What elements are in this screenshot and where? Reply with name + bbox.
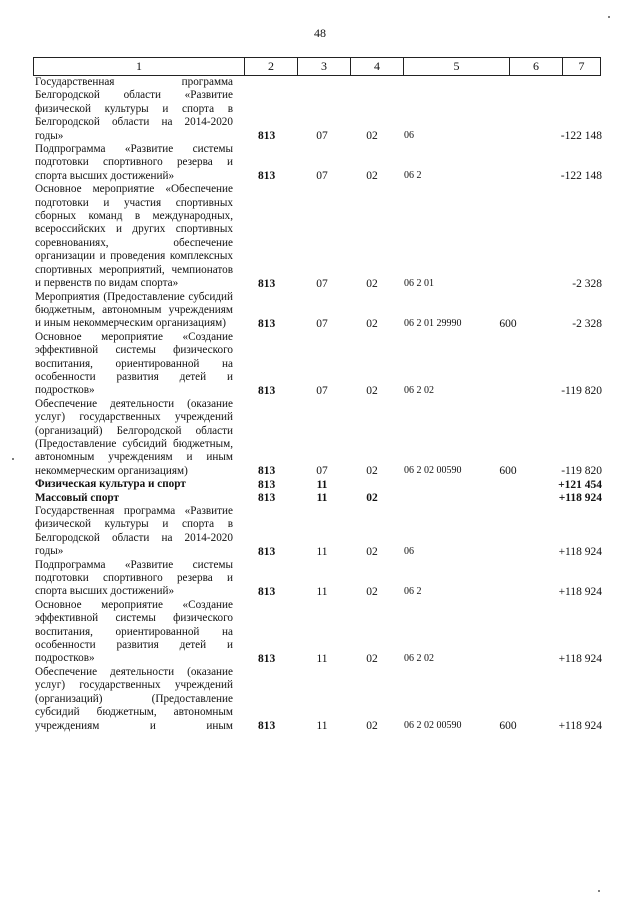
- cell-expense-type: 600: [499, 317, 517, 330]
- cell-section: 07: [316, 317, 328, 330]
- row-description: Мероприятия (Предоставление субсидий бюджетным, автономным учреждениям и иным некоммерческим организациям): [35, 290, 233, 330]
- cell-code: 813: [258, 317, 276, 330]
- table-row: [0, 478, 640, 491]
- cell-subsection: 02: [366, 130, 378, 143]
- cell-code: 813: [258, 277, 276, 290]
- cell-code: 813: [258, 652, 276, 665]
- page-number: 48: [314, 26, 326, 40]
- cell-code: 813: [258, 545, 276, 558]
- header-col-3: 3: [297, 58, 350, 75]
- cell-code: 813: [258, 585, 276, 598]
- cell-code: 813: [258, 384, 276, 397]
- row-description: Государственная программа Белгородской области «Развитие физической культуры и спорта в Белгородской области на 2014-2020 годы»: [35, 76, 233, 142]
- cell-amount: +118 924: [558, 492, 602, 504]
- cell-code: 813: [258, 465, 276, 478]
- cell-expense-type: 600: [499, 719, 517, 732]
- cell-target: 06: [404, 130, 414, 142]
- header-col-5: 5: [403, 58, 509, 75]
- cell-amount: +121 454: [558, 478, 602, 491]
- cell-target: 06: [404, 545, 414, 557]
- table-row: [0, 143, 640, 183]
- cell-subsection: 02: [366, 492, 378, 504]
- cell-subsection: 02: [366, 317, 378, 330]
- cell-target: 06 2: [404, 585, 422, 597]
- cell-code: 813: [258, 170, 276, 183]
- table-row: [0, 505, 640, 559]
- table-body: [0, 76, 640, 733]
- row-description: Государственная программа «Развитие физической культуры и спорта в Белгородской области на 2014-2020 годы»: [35, 505, 233, 558]
- header-col-1: 1: [136, 59, 142, 73]
- cell-section: 07: [316, 384, 328, 397]
- row-description: Основное мероприятие «Создание эффективной системы физического воспитания, ориентированной на особенности развития детей и подростков»: [35, 330, 233, 397]
- table-row: [0, 599, 640, 666]
- cell-subsection: 02: [366, 277, 378, 290]
- header-col-7: 7: [562, 58, 600, 75]
- row-description: Физическая культура и спорт: [35, 478, 186, 491]
- cell-section: 07: [316, 170, 328, 183]
- table-row: [0, 666, 640, 733]
- row-description: Обеспечение деятельности (оказание услуг) государственных учреждений (организаций) (Предоставление субсидий бюджетным, автономным учреждениям и иным: [35, 665, 233, 732]
- table-row: [0, 291, 640, 331]
- cell-subsection: 02: [366, 652, 378, 665]
- cell-section: 11: [316, 492, 328, 504]
- cell-section: 07: [316, 465, 328, 478]
- cell-amount: +118 924: [558, 652, 602, 665]
- cell-amount: -2 328: [572, 317, 602, 330]
- cell-section: 07: [316, 130, 328, 143]
- cell-amount: +118 924: [558, 585, 602, 598]
- table-row: [0, 183, 640, 290]
- table-header: [33, 57, 601, 76]
- cell-target: 06 2 02: [404, 384, 434, 396]
- cell-section: 07: [316, 277, 328, 290]
- cell-amount: -122 148: [560, 170, 602, 183]
- cell-target: 06 2 02 00590: [404, 465, 462, 477]
- cell-amount: +118 924: [558, 545, 602, 558]
- cell-section: 11: [316, 719, 328, 732]
- cell-code: 813: [258, 492, 276, 504]
- cell-section: 11: [316, 585, 328, 598]
- cell-target: 06 2 02: [404, 652, 434, 664]
- row-description: Подпрограмма «Развитие системы подготовки спортивного резерва и спорта высших достижений»: [35, 558, 233, 598]
- cell-subsection: 02: [366, 719, 378, 732]
- cell-target: 06 2 01: [404, 277, 434, 289]
- table-row: [0, 76, 640, 143]
- cell-subsection: 02: [366, 170, 378, 183]
- cell-section: 11: [316, 478, 328, 491]
- cell-section: 11: [316, 545, 328, 558]
- cell-subsection: 02: [366, 465, 378, 478]
- cell-code: 813: [258, 719, 276, 732]
- cell-subsection: 02: [366, 545, 378, 558]
- cell-target: 06 2 02 00590: [404, 719, 462, 731]
- scan-speck: [608, 16, 610, 18]
- scan-speck: [12, 458, 14, 460]
- cell-code: 813: [258, 478, 276, 491]
- table-row: [0, 398, 640, 478]
- cell-amount: -122 148: [560, 130, 602, 143]
- cell-amount: -2 328: [572, 277, 602, 290]
- table-row: [0, 492, 640, 505]
- cell-target: 06 2: [404, 170, 422, 182]
- cell-subsection: 02: [366, 384, 378, 397]
- table-row: [0, 559, 640, 599]
- row-description: Основное мероприятие «Обеспечение подготовки и участия спортивных сборных команд в международных, всероссийских и других спортивных соревнованиях, обеспечение организации и проведения комплексных спортивных мероприятий, чемпионатов и первенств по видам спорта»: [35, 183, 233, 290]
- header-col-4: 4: [350, 58, 403, 75]
- cell-amount: -119 820: [561, 465, 602, 478]
- row-description: Подпрограмма «Развитие системы подготовки спортивного резерва и спорта высших достижений»: [35, 143, 233, 182]
- scan-speck: [598, 890, 600, 892]
- row-description: Массовый спорт: [35, 491, 119, 504]
- cell-amount: -119 820: [561, 384, 602, 397]
- cell-section: 11: [316, 652, 328, 665]
- cell-subsection: 02: [366, 585, 378, 598]
- cell-expense-type: 600: [499, 465, 517, 478]
- cell-amount: +118 924: [558, 719, 602, 732]
- cell-code: 813: [258, 130, 276, 143]
- header-col-6: 6: [509, 58, 562, 75]
- header-col-2: 2: [244, 58, 297, 75]
- table-row: [0, 331, 640, 398]
- row-description: Основное мероприятие «Создание эффективной системы физического воспитания, ориентированной на особенности развития детей и подростков»: [35, 598, 233, 665]
- cell-target: 06 2 01 29990: [404, 317, 462, 329]
- row-description: Обеспечение деятельности (оказание услуг) государственных учреждений (организаций) Белгородской области (Предоставление субсидий бюджетным, автономным учреждениям и иным некоммерческим организациям): [35, 397, 233, 477]
